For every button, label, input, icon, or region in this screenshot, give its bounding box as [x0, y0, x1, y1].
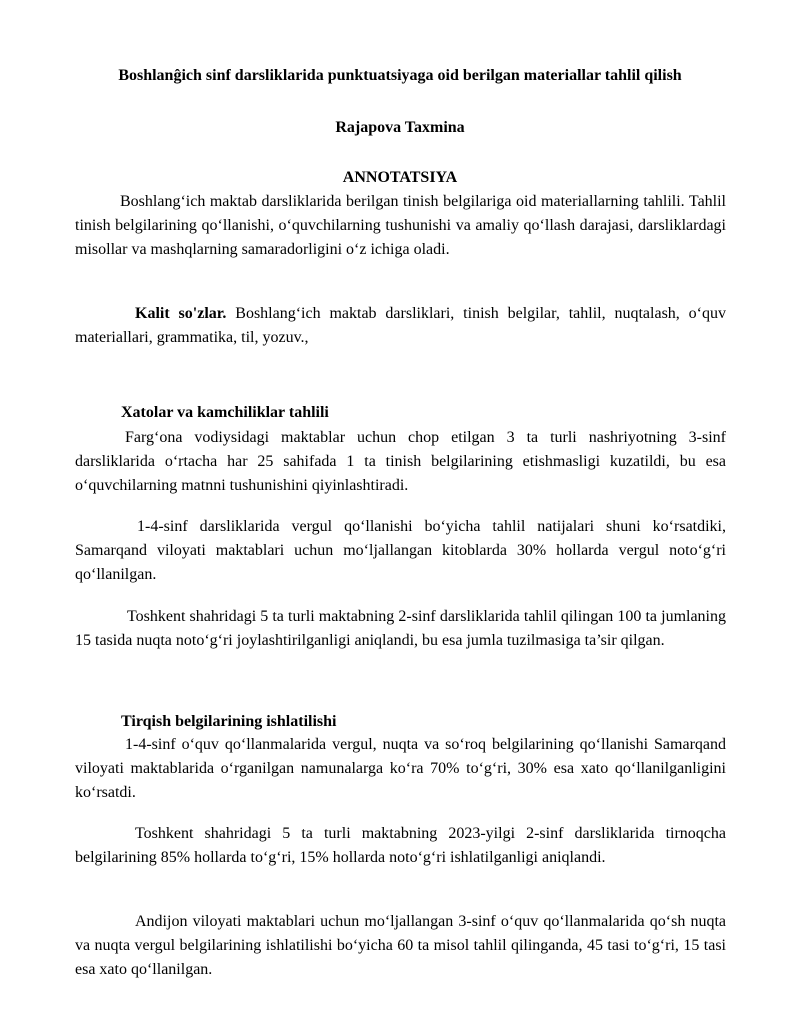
abstract-paragraph: Boshlang‘ich maktab darsliklarida berilgan tinish belgilariga oid materiallarning tahlili. Tahlil tinish belgilarining qo‘llanishi, o‘quvchilarning tushunishi va amaliy qo‘llash darajasi, darsliklardagi misollar va mashqlarning samaradorligini o‘z ichiga oladi. [75, 193, 726, 258]
section1-paragraph-2: 1-4-sinf darsliklarida vergul qo‘llanishi bo‘yicha tahlil natijalari shuni ko‘rsatdiki, Samarqand viloyati maktablari uchun mo‘ljallangan kitoblarda 30% hollarda vergul noto‘g‘ri qo‘llanilgan. [75, 518, 726, 583]
section1-paragraph-3: Toshkent shahridagi 5 ta turli maktabning 2-sinf darsliklarida tahlil qilingan 100 ta jumlaning 15 tasida nuqta noto‘g‘ri joylashtirilganligi aniqlandi, bu esa jumla tuzilmasiga ta’sir qilgan. [75, 608, 726, 649]
section1-paragraph-1: Farg‘ona vodiysidagi maktablar uchun chop etilgan 3 ta turli nashriyotning 3-sinf darsliklarida o‘rtacha har 25 sahifada 1 ta tinish belgilarining etishmasligi kuzatildi, bu esa o‘quvchilarning matnni tushunishini qiyinlashtiradi. [75, 429, 726, 494]
keywords-label: Kalit so'zlar. [135, 305, 227, 322]
document-title: Boshlanĝich sinf darsliklarida punktuatsiyaga oid berilgan materiallar tahlil qilish [118, 67, 682, 84]
author-name: Rajapova Taxmina [335, 119, 465, 136]
section2-paragraph-2: Toshkent shahridagi 5 ta turli maktabning 2023-yilgi 2-sinf darsliklarida tirnoqcha belgilarining 85% hollarda to‘g‘ri, 15% hollarda noto‘g‘ri ishlatilganligi aniqlandi. [75, 825, 726, 866]
keywords-paragraph [75, 302, 726, 350]
keywords-text: Boshlang‘ich maktab darsliklari, tinish belgilar, tahlil, nuqtalash, o‘quv materiallari, grammatika, til, yozuv., [75, 305, 726, 346]
section-heading-punctuation-usage: Tirqish belgilarining ishlatilishi [121, 713, 337, 730]
abstract-heading: ANNOTATSIYA [342, 169, 458, 186]
section2-paragraph-1: 1-4-sinf o‘quv qo‘llanmalarida vergul, nuqta va so‘roq belgilarining qo‘llanishi Samarqand viloyati maktablarida o‘rganilgan namunalarga ko‘ra 70% to‘g‘ri, 30% esa xato qo‘llanilganligini ko‘rsatdi. [75, 736, 726, 801]
section2-paragraph-3: Andijon viloyati maktablari uchun mo‘ljallangan 3-sinf o‘quv qo‘llanmalarida qo‘sh nuqta va nuqta vergul belgilarining ishlatilishi bo‘yicha 60 ta misol tahlil qilinganda, 45 tasi to‘g‘ri, 15 tasi esa xato qo‘llanilgan. [75, 913, 726, 978]
section-heading-errors: Xatolar va kamchiliklar tahlili [121, 404, 329, 421]
